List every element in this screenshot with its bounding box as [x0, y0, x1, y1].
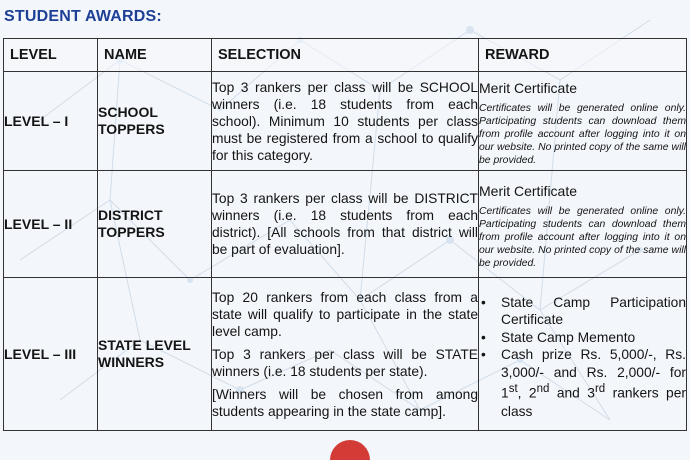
ordinal-suffix: st — [508, 383, 518, 396]
bullet-icon: • — [481, 347, 486, 363]
name-cell — [98, 171, 212, 278]
name-line: TOPPERS — [98, 121, 165, 137]
reward-item-text: Cash prize Rs. 5,000/-, Rs. 3,000/- and Rs. 2,000/- for 1 — [501, 347, 686, 402]
name-line: TOPPERS — [98, 224, 165, 240]
ordinal-suffix: nd — [536, 383, 550, 396]
reward-note: Certificates will be generated online only. Participating students can download them from profile account after logging into it on our website. No printed copy of the same will be provided. — [479, 102, 686, 166]
reward-title: Merit Certificate — [479, 79, 578, 96]
header-level: LEVEL — [4, 39, 98, 72]
name-line: STATE LEVEL — [98, 337, 191, 353]
table-row — [4, 72, 687, 171]
selection-paragraph: [Winners will be chosen from among students appearing in the state camp]. — [212, 386, 478, 419]
reward-note: Certificates will be generated online only. Participating students can download them from profile account after logging into it on our website. No printed copy of the same will be provided. — [479, 205, 686, 269]
reward-item-text: rankers per class — [501, 386, 687, 419]
header-row — [4, 39, 687, 72]
reward-cell — [479, 171, 687, 278]
name-cell — [98, 278, 212, 431]
header-name: NAME — [98, 39, 212, 72]
ordinal-suffix: rd — [594, 383, 606, 396]
name-cell — [98, 72, 212, 171]
reward-item-text: State Camp Memento — [501, 329, 636, 345]
name-line: SCHOOL — [98, 104, 158, 120]
selection-cell — [212, 278, 479, 431]
level-cell: LEVEL – III — [4, 278, 98, 431]
reward-item-text: and 3 — [549, 386, 595, 402]
level-cell: LEVEL – II — [4, 171, 98, 278]
reward-cell — [479, 72, 687, 171]
list-item — [479, 294, 686, 329]
bullet-icon: • — [481, 329, 486, 345]
list-item — [479, 346, 686, 420]
header-selection: SELECTION — [212, 39, 479, 72]
selection-cell: Top 3 rankers per class will be DISTRICT winners (i.e. 18 students from each district). [All schools from that district will be part of evaluation]. — [212, 171, 479, 278]
selection-paragraph: Top 3 rankers per class will be STATE winners (i.e. 18 students per state). — [212, 346, 478, 379]
level-cell: LEVEL – I — [4, 72, 98, 171]
reward-title: Merit Certificate — [479, 182, 578, 199]
selection-paragraph: Top 20 rankers from each class from a state will qualify to participate in the state level camp. — [212, 289, 478, 339]
table-row — [4, 278, 687, 431]
header-reward: REWARD — [479, 39, 687, 72]
reward-cell — [479, 278, 687, 431]
name-line: DISTRICT — [98, 207, 163, 223]
reward-item-text: State Camp Participation Certificate — [501, 294, 686, 328]
name-line: WINNERS — [98, 354, 165, 370]
reward-list — [479, 294, 686, 420]
reward-item-text: , 2 — [517, 386, 537, 402]
table-row — [4, 171, 687, 278]
awards-table — [3, 38, 687, 431]
bullet-icon: • — [481, 294, 486, 310]
page-title: STUDENT AWARDS: — [4, 8, 162, 25]
list-item — [479, 329, 686, 347]
selection-cell: Top 3 rankers per class will be SCHOOL winners (i.e. 18 students from each school). Minimum 10 students per class must be registered from a school to qualify for this category. — [212, 72, 479, 171]
